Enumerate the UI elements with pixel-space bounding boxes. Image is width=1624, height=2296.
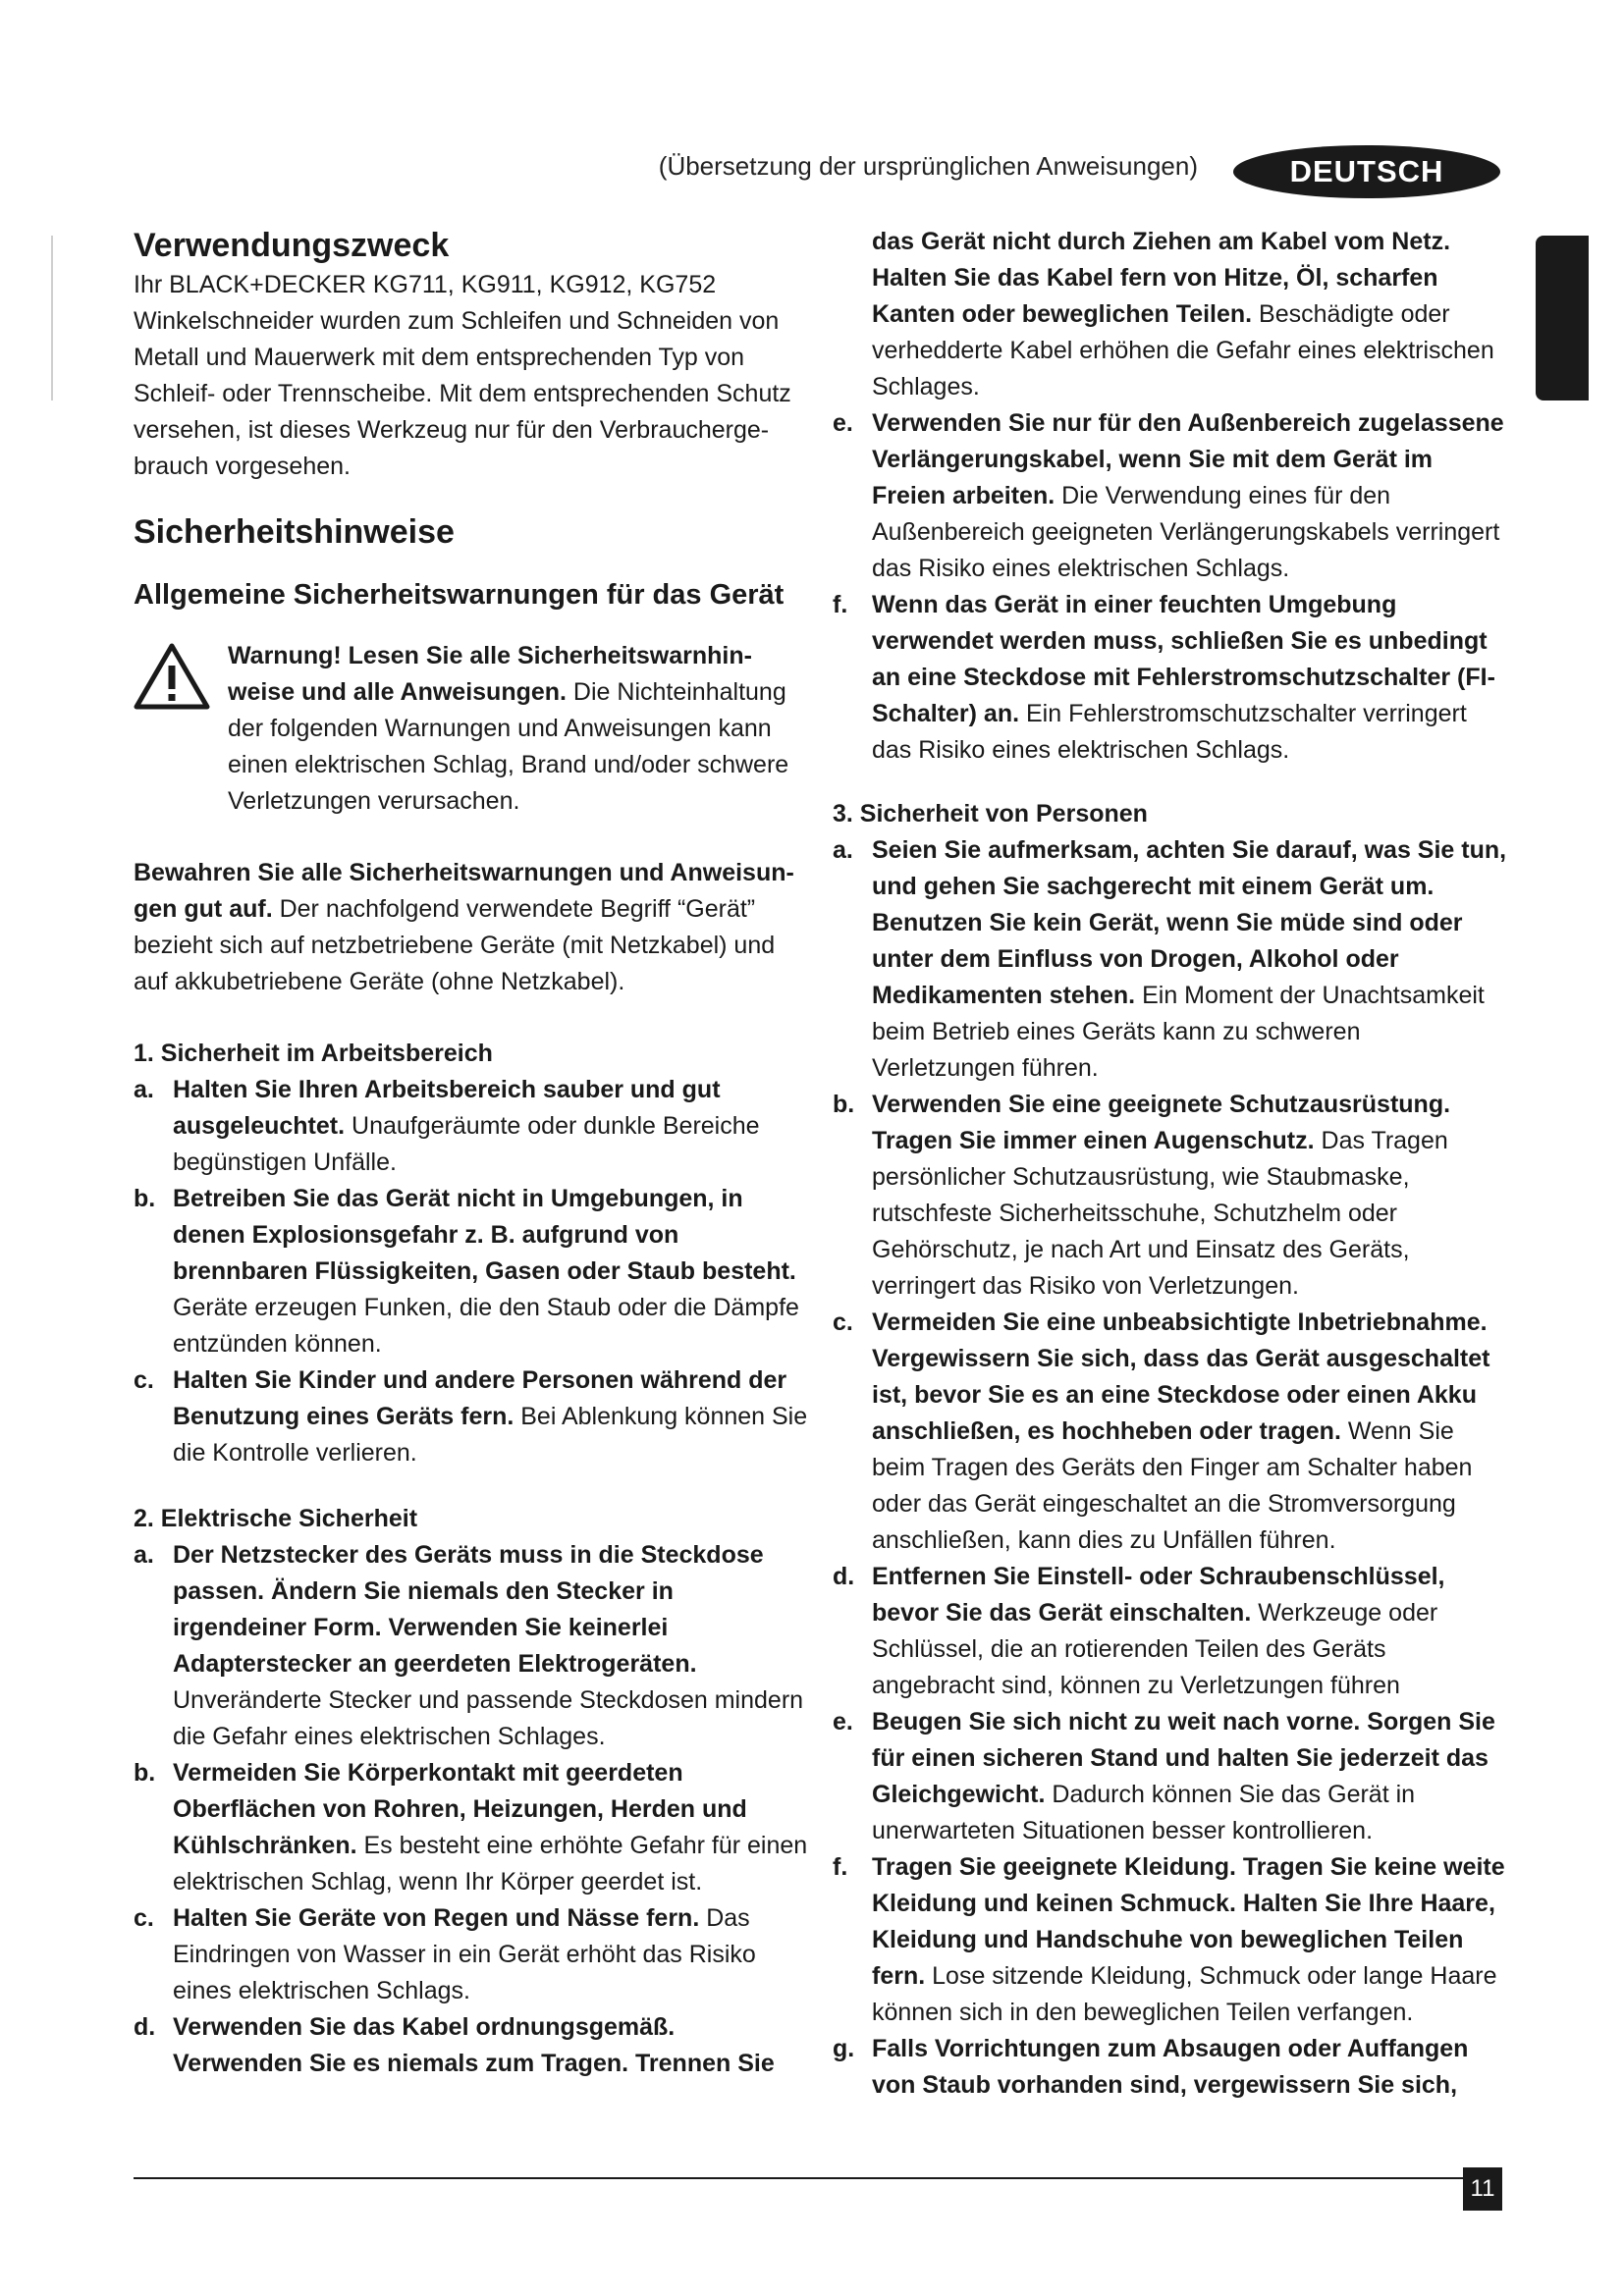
list-item bbox=[833, 1559, 1510, 1704]
item-bold: Falls Vorrichtungen zum Absaugen oder Auffangen von Staub vorhanden sind, vergewissern Sie sich, bbox=[872, 2035, 1469, 2099]
keep-body: Der nachfolgend verwendete Begriff “Gerät” bezieht sich auf netzbetriebene Geräte (mit Netzkabel) und auf akkubetriebene Geräte (ohne Netzkabel). bbox=[134, 895, 776, 995]
list-item bbox=[833, 832, 1510, 1087]
list-item bbox=[833, 1087, 1510, 1305]
item-bold: Seien Sie aufmerksam, achten Sie darauf, was Sie tun, und gehen Sie sachgerecht mit einem Gerät um. Benutzen Sie kein Gerät, wenn Sie müde sind oder unter dem Einfluss von Drogen, Alkohol oder Medikamenten stehen. bbox=[872, 836, 1507, 1009]
item-text: Werkzeuge oder Schlüssel, die an rotierenden Teilen des Geräts angebracht sind, können zu Verletzungen führen bbox=[872, 1599, 1438, 1699]
list-item bbox=[134, 1181, 811, 1362]
item-bold: Entfernen Sie Einstell- oder Schraubenschlüssel, bevor Sie das Gerät einschalten. bbox=[872, 1563, 1445, 1627]
purpose-title: Verwendungszweck bbox=[134, 227, 450, 264]
item-text: Dadurch können Sie das Gerät in unerwarteten Situationen besser kontrollieren. bbox=[872, 1781, 1416, 1844]
item-bold: Wenn das Gerät in einer feuchten Umgebung verwendet werden muss, schließen Sie es unbedingt an eine Steckdose mit Fehlerstromschutzschalter (FI-Schalter) an. bbox=[872, 591, 1495, 727]
item-bold: Betreiben Sie das Gerät nicht in Umgebungen, in denen Explosionsgefahr z. B. aufgrund von brennbaren Flüssigkeiten, Gasen oder Staub besteht. bbox=[173, 1185, 796, 1285]
list-item bbox=[134, 1072, 811, 1181]
item-text: Es besteht eine erhöhte Gefahr für einen elektrischen Schlag, wenn Ihr Körper geerdet ist. bbox=[173, 1832, 808, 1896]
item-text: Bei Ablenkung können Sie die Kontrolle verlieren. bbox=[173, 1403, 808, 1467]
item-label: e. bbox=[833, 409, 853, 437]
purpose-text: Ihr BLACK+DECKER KG711, KG911, KG912, KG752 Winkelschneider wurden zum Schleifen und Schneiden von Metall und Mauerwerk mit dem entsprechenden Typ von Schleif- oder Trennscheibe. Mit dem entsprechenden Schutz versehen, ist dieses Werkzeug nur für den Verbraucherge-brauch vorgesehen. bbox=[134, 271, 791, 480]
item-label: c. bbox=[134, 1366, 154, 1394]
warning-triangle-icon bbox=[134, 642, 210, 711]
section-1-title: 1. Sicherheit im Arbeitsbereich bbox=[134, 1040, 493, 1067]
item-label: g. bbox=[833, 2035, 855, 2062]
item-label: b. bbox=[833, 1091, 855, 1118]
item-label: e. bbox=[833, 1708, 853, 1735]
item-bold: Verwenden Sie das Kabel ordnungsgemäß. Verwenden Sie es niemals zum Tragen. Trennen Sie bbox=[173, 2013, 775, 2077]
section-3-title: 3. Sicherheit von Personen bbox=[833, 800, 1148, 828]
warning-block bbox=[134, 638, 811, 820]
item-label: d. bbox=[833, 1563, 855, 1590]
item-text: Ein Moment der Unachtsamkeit beim Betrieb eines Geräts kann zu schweren Verletzungen führen. bbox=[872, 982, 1485, 1082]
item-bold: Der Netzstecker des Geräts muss in die Steckdose passen. Ändern Sie niemals den Stecker in irgendeiner Form. Verwenden Sie keinerlei Adapterstecker an geerdeten Elektrogeräten. bbox=[173, 1541, 764, 1678]
item-text: Beschädigte oder verhedderte Kabel erhöhen die Gefahr eines elektrischen Schlages. bbox=[872, 300, 1494, 400]
item-bold: Halten Sie Geräte von Regen und Nässe fern. bbox=[173, 1904, 700, 1932]
safety-title: Sicherheitshinweise bbox=[134, 513, 455, 551]
item-bold: Verwenden Sie nur für den Außenbereich zugelassene Verlängerungskabel, wenn Sie mit dem Gerät im Freien arbeiten. bbox=[872, 409, 1504, 509]
list-item bbox=[833, 2031, 1510, 2104]
item-text: Ein Fehlerstromschutzschalter verringert das Risiko eines elektrischen Schlags. bbox=[872, 700, 1467, 764]
item-bold: Halten Sie Ihren Arbeitsbereich sauber und gut ausgeleuchtet. bbox=[173, 1076, 721, 1140]
item-text: Unveränderte Stecker und passende Steckdosen mindern die Gefahr eines elektrischen Schlages. bbox=[173, 1686, 804, 1750]
item-bold: Beugen Sie sich nicht zu weit nach vorne. Sorgen Sie für einen sicheren Stand und halten Sie jederzeit das Gleichgewicht. bbox=[872, 1708, 1495, 1808]
item-label: b. bbox=[134, 1185, 156, 1212]
list-item bbox=[833, 405, 1510, 587]
list-item-continued bbox=[833, 224, 1510, 405]
list-item bbox=[134, 1537, 811, 1755]
item-bold: Vermeiden Sie Körperkontakt mit geerdeten Oberflächen von Rohren, Heizungen, Herden und Kühlschränken. bbox=[173, 1759, 747, 1859]
general-warnings-title: Allgemeine Sicherheitswarnungen für das Gerät bbox=[134, 579, 785, 611]
list-item bbox=[134, 2009, 811, 2082]
page-number: 11 bbox=[1463, 2167, 1502, 2211]
item-label: a. bbox=[134, 1076, 154, 1103]
item-bold: Tragen Sie geeignete Kleidung. Tragen Sie keine weite Kleidung und keinen Schmuck. Halten Sie Ihre Haare, Kleidung und Handschuhe von beweglichen Teilen fern. bbox=[872, 1853, 1505, 1990]
item-label: c. bbox=[134, 1904, 154, 1932]
item-label: b. bbox=[134, 1759, 156, 1787]
list-item bbox=[134, 1900, 811, 2009]
warning-text bbox=[228, 638, 811, 820]
item-label: a. bbox=[833, 836, 853, 864]
left-column bbox=[134, 224, 811, 2082]
language-badge: DEUTSCH bbox=[1233, 145, 1500, 198]
item-text: Geräte erzeugen Funken, die den Staub oder die Dämpfe entzünden können. bbox=[173, 1294, 799, 1358]
item-text: Wenn Sie beim Tragen des Geräts den Finger am Schalter haben oder das Gerät eingeschaltet an die Stromversorgung anschließen, kann dies zu Unfällen führen. bbox=[872, 1417, 1473, 1554]
item-text: Die Verwendung eines für den Außenbereich geeigneten Verlängerungskabels verringert das Risiko eines elektrischen Schlags. bbox=[872, 482, 1500, 582]
warning-bold: Warnung! Lesen Sie alle Sicherheitswarnhin-weise und alle Anweisungen. bbox=[228, 642, 752, 706]
side-tab-marker bbox=[1536, 236, 1589, 400]
item-label: f. bbox=[833, 591, 848, 618]
item-bold: Verwenden Sie eine geeignete Schutzausrüstung. Tragen Sie immer einen Augenschutz. bbox=[872, 1091, 1451, 1154]
item-text: Lose sitzende Kleidung, Schmuck oder lange Haare können sich in den beweglichen Teilen verfangen. bbox=[872, 1962, 1497, 2026]
margin-line bbox=[51, 236, 53, 400]
list-item bbox=[833, 1305, 1510, 1559]
item-text: Das Eindringen von Wasser in ein Gerät erhöht das Risiko eines elektrischen Schlags. bbox=[173, 1904, 756, 2004]
list-item bbox=[134, 1755, 811, 1900]
list-item bbox=[134, 1362, 811, 1471]
item-label: c. bbox=[833, 1308, 853, 1336]
item-label: d. bbox=[134, 2013, 156, 2041]
footer-rule bbox=[134, 2177, 1500, 2179]
item-bold: Halten Sie Kinder und andere Personen während der Benutzung eines Geräts fern. bbox=[173, 1366, 787, 1430]
keep-instructions bbox=[134, 855, 811, 1000]
warning-body: Die Nichteinhaltung der folgenden Warnungen und Anweisungen kann einen elektrischen Schlag, Brand und/oder schwere Verletzungen verursachen. bbox=[228, 678, 789, 815]
item-label: f. bbox=[833, 1853, 848, 1881]
section-2-title: 2. Elektrische Sicherheit bbox=[134, 1505, 418, 1532]
right-column bbox=[833, 224, 1510, 2104]
header-subtitle: (Übersetzung der ursprünglichen Anweisungen) bbox=[658, 151, 1198, 181]
item-text: Unaufgeräumte oder dunkle Bereiche begünstigen Unfälle. bbox=[173, 1112, 760, 1176]
list-item bbox=[833, 1704, 1510, 1849]
keep-bold: Bewahren Sie alle Sicherheitswarnungen und Anweisun-gen gut auf. bbox=[134, 859, 794, 923]
item-text: Das Tragen persönlicher Schutzausrüstung, wie Staubmaske, rutschfeste Sicherheitsschuhe, Schutzhelm oder Gehörschutz, je nach Art und Einsatz des Geräts, verringert das Risiko von Verletzungen. bbox=[872, 1127, 1448, 1300]
item-bold: das Gerät nicht durch Ziehen am Kabel vom Netz. Halten Sie das Kabel fern von Hitze, Öl, scharfen Kanten oder beweglichen Teilen. bbox=[872, 228, 1451, 328]
list-item bbox=[833, 1849, 1510, 2031]
item-bold: Vermeiden Sie eine unbeabsichtigte Inbetriebnahme. Vergewissern Sie sich, dass das Gerät ausgeschaltet ist, bevor Sie es an eine Steckdose oder einen Akku anschließen, es hochheben oder tragen. bbox=[872, 1308, 1490, 1445]
item-label: a. bbox=[134, 1541, 154, 1569]
list-item bbox=[833, 587, 1510, 769]
